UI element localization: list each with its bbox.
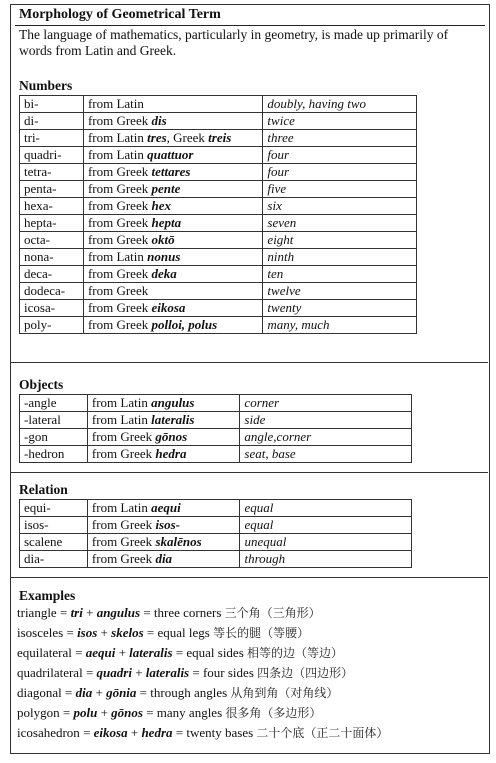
root-word: hex — [151, 198, 171, 213]
table-row — [20, 446, 412, 463]
root-word: oktō — [151, 232, 175, 247]
root-word: pente — [151, 181, 181, 196]
origin-language: from Greek — [87, 113, 149, 128]
examples-heading: Examples — [19, 588, 76, 603]
table-row — [20, 130, 417, 147]
table-row — [20, 181, 417, 198]
table-row — [20, 96, 417, 113]
example-word: isosceles — [17, 625, 64, 640]
root-word: lateralis — [151, 412, 195, 427]
table-row — [20, 500, 412, 517]
root-part: aequi — [85, 645, 116, 660]
prefix-cell: dodeca- — [20, 283, 84, 300]
meaning-cell: eight — [263, 232, 417, 249]
meaning-cell: three — [263, 130, 417, 147]
root-word: dia — [155, 551, 173, 566]
root-word: dis — [151, 113, 167, 128]
root-part: isos — [77, 625, 98, 640]
prefix-cell: dia- — [20, 551, 88, 568]
prefix-cell: -angle — [20, 395, 88, 412]
example-word: diagonal — [17, 685, 62, 700]
section-divider — [10, 472, 488, 473]
numbers-heading: Numbers — [19, 78, 73, 93]
meaning-cell: corner — [240, 395, 412, 412]
example-line: diagonal = dia + gōnia = through angles 从角到角（对角线） — [17, 685, 339, 700]
table-row — [20, 215, 417, 232]
origin-language: from Latin — [87, 130, 144, 145]
meaning-cell: six — [263, 198, 417, 215]
root-word: gōnos — [155, 429, 188, 444]
relation-table — [19, 499, 412, 568]
example-line: polygon = polu + gōnos = many angles 很多角（多边形） — [17, 705, 322, 720]
root-word: polloi, polus — [151, 317, 218, 332]
origin-language: from Greek — [91, 534, 156, 549]
example-gloss: equal sides — [186, 645, 244, 660]
example-gloss: twenty bases — [186, 725, 254, 740]
origin-cell — [87, 395, 240, 412]
origin-cell — [83, 198, 262, 215]
prefix-cell: di- — [20, 113, 84, 130]
meaning-cell: seven — [263, 215, 417, 232]
prefix-cell: -hedron — [20, 446, 88, 463]
root-word: eikosa — [151, 300, 186, 315]
objects-heading: Objects — [19, 377, 64, 392]
numbers-table — [19, 95, 417, 334]
origin-language: from Greek — [87, 283, 149, 298]
root-word: aequi — [151, 500, 181, 515]
origin-cell — [87, 500, 240, 517]
origin-language: from Latin — [87, 96, 144, 111]
origin-cell — [87, 534, 240, 551]
origin-language: from Greek — [87, 198, 149, 213]
meaning-cell: side — [240, 412, 412, 429]
root-part: hedra — [141, 725, 173, 740]
meaning-cell: through — [240, 551, 412, 568]
prefix-cell: tri- — [20, 130, 84, 147]
origin-language: from Latin — [91, 500, 148, 515]
meaning-cell: equal — [240, 517, 412, 534]
origin-cell — [83, 130, 262, 147]
origin-language: from Greek — [91, 429, 153, 444]
prefix-cell: isos- — [20, 517, 88, 534]
root-part: lateralis — [145, 665, 190, 680]
example-gloss: four sides — [202, 665, 254, 680]
meaning-cell: unequal — [240, 534, 412, 551]
root-part: tri — [70, 605, 83, 620]
origin-cell — [83, 300, 262, 317]
prefix-cell: deca- — [20, 266, 84, 283]
root-part: angulus — [96, 605, 141, 620]
section-divider — [10, 577, 488, 578]
table-row — [20, 249, 417, 266]
origin-language: from Greek — [87, 181, 149, 196]
origin-language: from Greek — [87, 215, 149, 230]
root-word: hedra — [155, 446, 187, 461]
origin-language: from Greek — [91, 551, 153, 566]
table-row — [20, 429, 412, 446]
prefix-cell: octa- — [20, 232, 84, 249]
root-word: quattuor — [147, 147, 194, 162]
prefix-cell: -lateral — [20, 412, 88, 429]
root-word: isos- — [155, 517, 180, 532]
meaning-cell: twenty — [263, 300, 417, 317]
prefix-cell: bi- — [20, 96, 84, 113]
example-word: triangle — [17, 605, 57, 620]
meaning-cell: twelve — [263, 283, 417, 300]
table-row — [20, 283, 417, 300]
example-word: icosahedron — [17, 725, 80, 740]
prefix-cell: equi- — [20, 500, 88, 517]
example-gloss: three corners — [153, 605, 222, 620]
prefix-cell: tetra- — [20, 164, 84, 181]
meaning-cell: five — [263, 181, 417, 198]
prefix-cell: nona- — [20, 249, 84, 266]
meaning-cell: twice — [263, 113, 417, 130]
example-gloss: many angles — [156, 705, 223, 720]
root-part: dia — [75, 685, 93, 700]
root-word: deka — [151, 266, 177, 281]
origin-language: from Greek — [87, 317, 149, 332]
root-part: eikosa — [93, 725, 128, 740]
objects-table — [19, 394, 412, 463]
chinese-gloss: 相等的边（等边） — [247, 646, 344, 660]
meaning-cell: many, much — [263, 317, 417, 334]
origin-cell — [83, 147, 262, 164]
root-word: hepta — [151, 215, 182, 230]
meaning-cell: ninth — [263, 249, 417, 266]
table-row — [20, 517, 412, 534]
table-row — [20, 551, 412, 568]
root-word: skalēnos — [155, 534, 202, 549]
example-line: triangle = tri + angulus = three corners 三个角（三角形） — [17, 605, 321, 620]
origin-language: from Greek — [91, 517, 153, 532]
root-word: tettares — [151, 164, 191, 179]
section-divider — [10, 362, 488, 363]
page-title: Morphology of Geometrical Term — [19, 7, 221, 22]
origin-language: from Latin — [91, 395, 148, 410]
example-line: icosahedron = eikosa + hedra = twenty bases 二十个底（正二十面体） — [17, 725, 389, 740]
table-row — [20, 198, 417, 215]
prefix-cell: scalene — [20, 534, 88, 551]
table-row — [20, 147, 417, 164]
root-part: gōnos — [111, 705, 143, 720]
table-row — [20, 317, 417, 334]
prefix-cell: hexa- — [20, 198, 84, 215]
table-row — [20, 232, 417, 249]
example-gloss: through angles — [150, 685, 228, 700]
origin-language: from Latin — [87, 147, 144, 162]
meaning-cell: ten — [263, 266, 417, 283]
example-line: quadrilateral = quadri + lateralis = four sides 四条边（四边形） — [17, 665, 354, 680]
meaning-cell: seat, base — [240, 446, 412, 463]
table-row — [20, 300, 417, 317]
origin-cell — [87, 429, 240, 446]
origin-cell — [83, 113, 262, 130]
chinese-gloss: 很多角（多边形） — [225, 706, 322, 720]
chinese-gloss: 从角到角（对角线） — [230, 686, 339, 700]
origin-language: from Greek — [87, 164, 149, 179]
prefix-cell: penta- — [20, 181, 84, 198]
origin-cell — [87, 517, 240, 534]
table-row — [20, 266, 417, 283]
table-row — [20, 164, 417, 181]
chinese-gloss: 四条边（四边形） — [257, 666, 354, 680]
relation-heading: Relation — [19, 482, 68, 497]
root-word: treis — [208, 130, 232, 145]
example-line: isosceles = isos + skelos = equal legs 等长的腿（等腰） — [17, 625, 310, 640]
meaning-cell: angle,corner — [240, 429, 412, 446]
origin-language: from Greek — [87, 232, 149, 247]
example-gloss: equal legs — [157, 625, 210, 640]
root-word: nonus — [147, 249, 181, 264]
table-row — [20, 534, 412, 551]
origin-cell — [83, 96, 262, 113]
prefix-cell: icosa- — [20, 300, 84, 317]
meaning-cell: four — [263, 164, 417, 181]
meaning-cell: four — [263, 147, 417, 164]
chinese-gloss: 三个角（三角形） — [224, 606, 321, 620]
origin-language: from Greek — [87, 300, 149, 315]
example-line: equilateral = aequi + lateralis = equal sides 相等的边（等边） — [17, 645, 344, 660]
chinese-gloss: 等长的腿（等腰） — [213, 626, 310, 640]
root-part: polu — [73, 705, 98, 720]
root-part: lateralis — [129, 645, 173, 660]
origin-cell — [87, 551, 240, 568]
example-word: polygon — [17, 705, 60, 720]
table-row — [20, 395, 412, 412]
origin-cell — [83, 215, 262, 232]
table-row — [20, 412, 412, 429]
prefix-cell: -gon — [20, 429, 88, 446]
origin-cell — [83, 164, 262, 181]
example-word: quadrilateral — [17, 665, 83, 680]
intro-paragraph: The language of mathematics, particularly in geometry, is made up primarily of words from Latin and Greek. — [19, 27, 449, 58]
origin-cell — [87, 412, 240, 429]
origin-language: from Greek — [87, 266, 149, 281]
prefix-cell: hepta- — [20, 215, 84, 232]
table-row — [20, 113, 417, 130]
origin-language: from Latin — [87, 249, 144, 264]
root-word: angulus — [151, 395, 195, 410]
title-divider — [15, 25, 485, 26]
root-part: gōnia — [106, 685, 137, 700]
origin-language: from Greek — [91, 446, 153, 461]
origin-cell — [83, 249, 262, 266]
origin-cell — [83, 317, 262, 334]
origin-cell — [83, 232, 262, 249]
prefix-cell: poly- — [20, 317, 84, 334]
origin-cell — [83, 266, 262, 283]
prefix-cell: quadri- — [20, 147, 84, 164]
origin-cell — [83, 283, 262, 300]
origin-language: from Latin — [91, 412, 148, 427]
origin-cell — [87, 446, 240, 463]
root-part: skelos — [111, 625, 144, 640]
chinese-gloss: 二十个底（正二十面体） — [256, 726, 389, 740]
root-word: tres — [147, 130, 167, 145]
root-part: quadri — [96, 665, 132, 680]
meaning-cell: doubly, having two — [263, 96, 417, 113]
origin-cell — [83, 181, 262, 198]
example-word: equilateral — [17, 645, 72, 660]
meaning-cell: equal — [240, 500, 412, 517]
origin-language: , Greek — [166, 130, 205, 145]
examples-list — [17, 603, 487, 743]
